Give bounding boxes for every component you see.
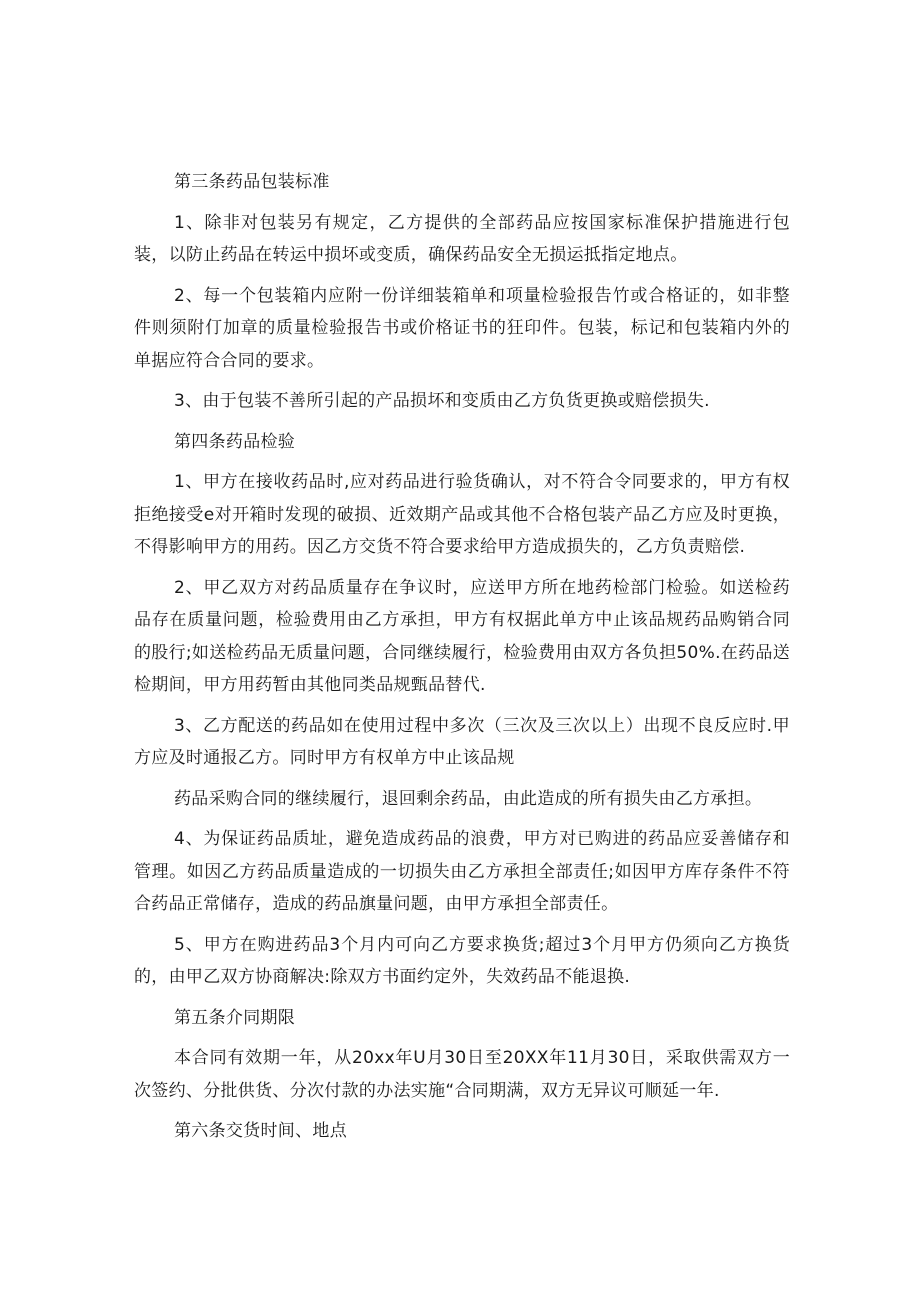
article-4-heading: 第四条药品检验 [174,431,296,452]
article-5-heading: 第五条介同期限 [174,1007,296,1028]
article-4-clause-3: 3、乙方配送的药品如在使用过程中多次（三次及三次以上）出现不良反应时.甲方应及时通报乙方。同时甲方有权单方中止该品规 [134,715,790,768]
article-4-clause-1: 1、甲方在接收药品时,应对药品进行验货确认，对不符合令同要求的，甲方有权拒绝接受e对开箱时发现的破损、近效期产品或其他不合格包装产品乙方应及时更换，不得影响甲方的用药。因乙方交货不符合要求给甲方造成损失的，乙方负责赔偿. [134,472,790,557]
article-3-clause-2: 2、每一个包装箱内应附一份详细装箱单和项量检验报告竹或合格证的，如非整件则须附仃加章的质量检验报告书或价格证书的狂印件。包装，标记和包装箱内外的单据应符合合同的要求。 [134,285,790,371]
article-4-clause-2: 2、甲乙双方对药品质量存在争议时，应送甲方所在地药检部门检验。如送检药品存在质量问题，检验费用由乙方承担，甲方有权据此单方中止该品规药品购销合同的股行;如送检药品无质量问题，合同继续履行，检验费用由双方各负担50%.在药品送检期间，甲方用药暂由其他同类品规甄品替代. [134,577,790,695]
article-4-clause-3-continued: 药品采购合同的继续履行，退回剩余药品，由此造成的所有损失由乙方承担。 [174,788,763,809]
article-6-heading: 第六条交货时间、地点 [174,1121,347,1141]
article-5-clause-1: 本合同有效期一年，从20xx年U月30日至20XX年11月30日，采取供需双方一次签约、分批供货、分次付款的办法实施“合同期满，双方无异议可顺延一年. [134,1048,790,1101]
article-4-clause-5: 5、甲方在购进药品3个月内可向乙方要求换货;超过3个月甲方仍须向乙方换货的，由甲乙双方协商解决:除双方书面约定外，失效药品不能退换. [134,934,790,987]
article-4-clause-4: 4、为保证药品质址，避免造成药品的浪费，甲方对已购进的药品应妥善储存和管理。如因乙方药品质量造成的一切损失由乙方承担全部责任;如因甲方库存条件不符合药品正常储存，造成的药品旗量问题，由甲方承担全部责任。 [134,829,790,914]
article-3-clause-1: 1、除非对包装另有规定，乙方提供的全部药品应按国家标准保护措施进行包装，以防止药品在转运中损坏或变质，确保药品安全无损运抵指定地点。 [134,212,790,265]
article-3-heading: 第三条药品包装标准 [174,172,330,192]
article-3-clause-3: 3、由于包装不善所引起的产品损坏和变质由乙方负货更换或赔偿损失. [174,391,710,411]
document-body [134,166,790,1156]
